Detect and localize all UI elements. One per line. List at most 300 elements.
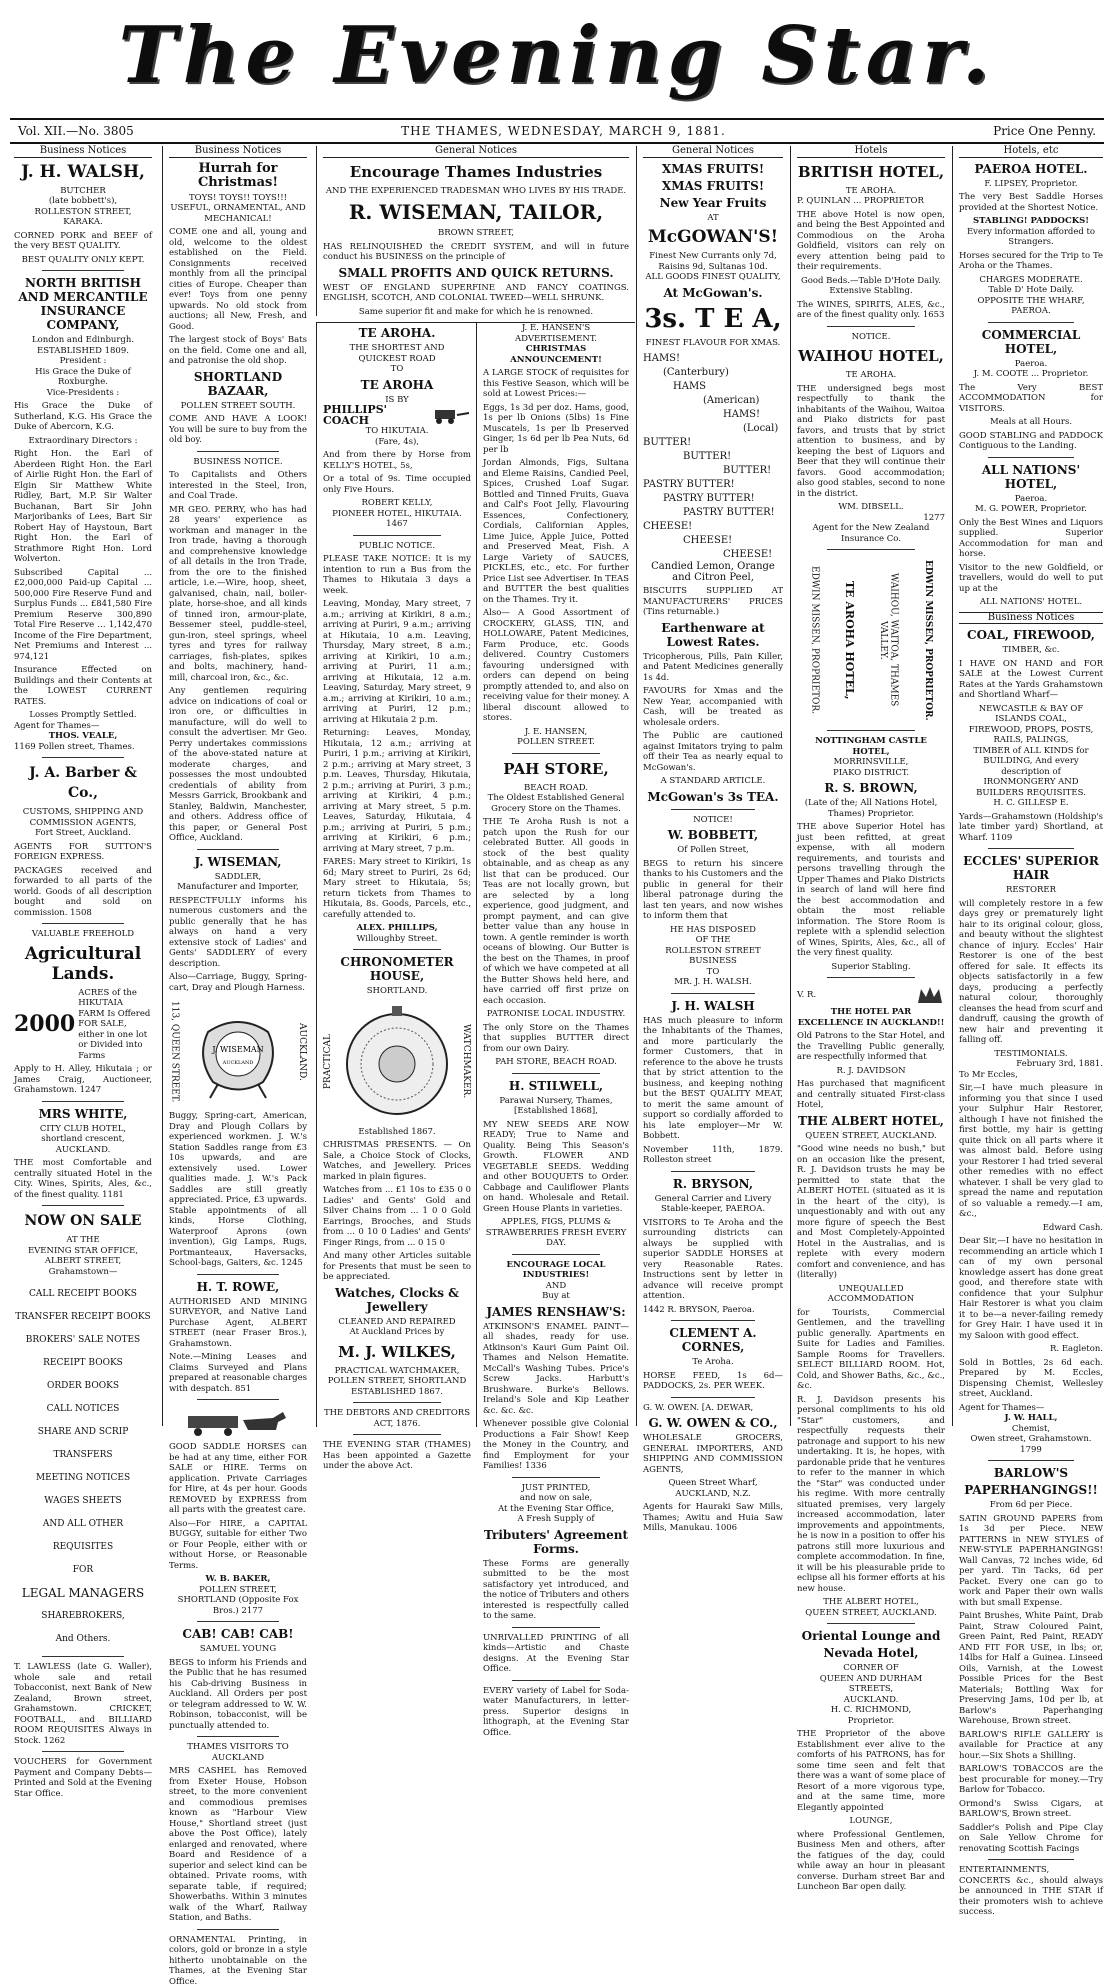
divider — [197, 451, 280, 452]
ad-text: WATCHMAKER. — [461, 1024, 472, 1098]
section-header: Business Notices — [959, 612, 1103, 625]
divider — [988, 1859, 1074, 1860]
ad-text: PACKAGES received and forwarded to all parts of the world. Goods of all description bought and sold on commission. 1508 — [14, 866, 152, 919]
ad-text: CHRISTMAS PRESENTS. — On Sale, a Choice Stock of Clocks, Watches, and Jewellery. Prices marked in plain figures. — [323, 1140, 471, 1182]
list-item: CHEESE! — [643, 520, 783, 534]
ad-title: BRITISH HOTEL, — [797, 162, 945, 182]
ad-text: R. Eagleton. — [959, 1344, 1103, 1355]
divider — [42, 1656, 125, 1657]
ad-text: London and Edinburgh. — [14, 335, 152, 346]
ad-title: JAMES RENSHAW'S: — [483, 1305, 629, 1319]
ad-text: Superior Stabling. — [797, 962, 945, 973]
ad-text: PRACTICAL — [323, 1034, 334, 1089]
ad-text: COME AND HAVE A LOOK! You will be sure to buy from the old boy. — [169, 414, 307, 446]
ad-title: BARLOW'S — [959, 1466, 1103, 1480]
saddle-illustration — [188, 1002, 288, 1102]
ad-text: IRONMONGERY AND BUILDERS REQUISITES. — [959, 777, 1103, 798]
ad-text: PRACTICAL WATCHMAKER, — [323, 1366, 471, 1377]
ad-text: AUCKLAND. — [297, 1023, 308, 1081]
ad-text: The Very BEST ACCOMMODATION for VISITORS. — [959, 383, 1103, 415]
ad-text: AUCKLAND. — [797, 1695, 945, 1706]
divider — [671, 809, 755, 810]
ad-text: BEST QUALITY ONLY KEPT. — [14, 255, 152, 266]
ad-text: EDWIN MISSEN, PROPRIETOR. — [923, 555, 934, 725]
ad-text: Every information afforded to Strangers. — [959, 227, 1103, 248]
ad-text: TO — [643, 967, 783, 978]
land-acres: 2000 — [14, 1019, 75, 1030]
ad-title: TE AROHA HOTEL, — [843, 555, 854, 725]
ad-text: HAS much pleasure to inform the Inhabitants of the Thames, and more particularly the former Customers, that in reference to the above he trusts that by strict attention to the business, and keeping nothing but the BEST QUALITY MEAT, to merit the same amount of support so cordially afforded to his late employer—Mr W. Bobbett. — [643, 1016, 783, 1142]
section-header: Business Notices — [14, 146, 152, 158]
ad-text: Agent for Thames— — [959, 1403, 1103, 1414]
divider — [197, 849, 280, 850]
ad-text: HORSE FEED, 1s 6d—PADDOCKS, 2s. PER WEEK. — [643, 1371, 783, 1392]
column-2 — [162, 146, 313, 1426]
ad-title: At McGowan's. — [643, 286, 783, 300]
column-5 — [636, 146, 789, 1426]
ad-text: ACRES of the HIKUTAIA FARM Is Offered FOR SALE, either in one lot or Divided into Farms — [78, 988, 152, 1062]
ad-text: TE AROHA. — [797, 370, 945, 381]
ad-title: New Year Fruits — [643, 196, 783, 210]
ad-text: Also—For HIRE, a CAPITAL BUGGY, suitable for either Two or Four People, either with or without Horse, or Reasonable Terms. — [169, 1519, 307, 1572]
list-item: RECEIPT BOOKS — [14, 1352, 152, 1375]
ad-text: ATKINSON'S ENAMEL PAINT—all shades, ready for use. Atkinson's Kauri Gum Paint Oil. Thames and Nelson Hematite. McCall's Washing Tubes. Price's Screw Jacks. Harbutt's Brushware. Burke's Bellows. Ireland's Sole and Kip Leather &c. &c. &c. — [483, 1322, 629, 1417]
ad-title: COMMERCIAL HOTEL, — [959, 328, 1103, 356]
divider — [42, 1205, 125, 1206]
ad-text: Extraordinary Directors : — [14, 436, 152, 447]
section-header: Hotels — [797, 146, 945, 158]
ad-text: Old Patrons to the Star Hotel, and the Travelling Public generally, are respectfully informed that — [797, 1031, 945, 1063]
ad-text: T. LAWLESS (late G. Waller), whole sale and retail Tobacconist, next Bank of New Zealand, Brown street, Grahamstown. CRICKET, FOOTBALL, and BILLIARD ROOM REQUISITES Always in Stock. 1262 — [14, 1662, 152, 1746]
ad-text: ESTABLISHED 1867. — [323, 1387, 471, 1398]
ad-text: Established 1867. — [323, 1127, 471, 1138]
ad-text: PAH STORE, BEACH ROAD. — [483, 1057, 629, 1068]
section-header: Business Notices — [169, 146, 307, 158]
ad-text: AGENTS FOR SUTTON'S FOREIGN EXPRESS. — [14, 842, 152, 863]
ad-text: AND THE EXPERIENCED TRADESMAN WHO LIVES BY HIS TRADE. — [323, 186, 629, 197]
ad-text: THE above Hotel is now open, and being the Best Appointed and Commodious on the Aroha Goldfield, visitors can rely on every attention being paid to their requirements. — [797, 210, 945, 273]
ad-text: SHAREBROKERS, — [14, 1605, 152, 1628]
crown-icon — [915, 983, 945, 1007]
ad-text: Only the Best Wines and Liquors supplied. Superior Accommodation for man and horse. — [959, 518, 1103, 560]
ad-text: FARES: Mary street to Kirikiri, 1s 6d; Mary street to Puriri, 2s 6d; Mary street to Hikutaia, 5s; return tickets from Thames to Hikutaia, 8s. Goods, Parcels, etc., carefully attended to. — [323, 857, 471, 920]
column-3-banner — [316, 146, 635, 316]
ad-text: AT THE — [14, 1235, 152, 1246]
ad-text: Queen Street Wharf, AUCKLAND, N.Z. — [643, 1478, 783, 1499]
ad-text: Sir,—I have much pleasure in informing you that since I used your Sulphur Hair Restorer, although I have not finished the first bottle, my hair is getting quite thick on all parts where it was almost bald. Before using your Restorer I had tried several other remedies with no effect whatever. I shall be very glad to spread the name and reputation of so valuable a remedy.—I am, &c., — [959, 1083, 1103, 1220]
ad-text: Edward Cash. — [959, 1223, 1103, 1234]
divider — [671, 1320, 755, 1321]
ad-text: WAIHOU, WAITOA, THAMES VALLEY. — [878, 555, 899, 725]
ad-text: J. E. HANSEN, — [483, 727, 629, 738]
ad-text: TE AROHA. — [797, 186, 945, 197]
ad-text: and now on sale, — [483, 1493, 629, 1504]
ad-text: ORNAMENTAL Printing, in colors, gold or bronze in a style hitherto unobtainable on the Thames, at the Evening Star Office. — [169, 1935, 307, 1987]
horse-illustration — [178, 1406, 298, 1436]
divider — [512, 1073, 600, 1074]
ad-text: POLLEN STREET SOUTH. — [169, 401, 307, 412]
ad-text: "Good wine needs no bush," but on an occasion like the present, R. J. Davidson trusts he may be permitted to state that the ALBERT HOTEL (situated as it is in the heart of the city), is unquestionably and with out any more figure of speech the Best and Most Completely-Appointed Hotel in the Australias, and is replete with every modern comfort and convenience, and has (literally) — [797, 1144, 945, 1281]
ad-text: Table D' Hote Daily. — [959, 285, 1103, 296]
divider — [197, 1274, 280, 1275]
ad-text: Paeroa. — [959, 359, 1103, 370]
divider — [827, 730, 916, 731]
ad-text: SATIN GROUND PAPERS from 1s 3d per Piece. NEW PATTERNS in NEW STYLES of NEW-STYLE PAPERHANGINGS! Wall Canvas, 72 inches wide, 6d per yard. Tin Tacks, 6d per Packet. Every one can go to work and Paper their own walls with but small Expense. — [959, 1514, 1103, 1609]
ad-text: Tricopherous, Pills, Pain Killer, and Patent Medicines generally 1s 4d. — [643, 652, 783, 684]
divider — [353, 1434, 442, 1435]
ad-text: BEGS to return his sincere thanks to his Customers and the public in general for their liberal patronage during the last ten years, and now wishes to inform them that — [643, 859, 783, 922]
ad-title: Tributers' Agreement Forms. — [483, 1528, 629, 1556]
ad-text: Jordan Almonds, Figs, Sultana and Eleme Raisins, Candied Peel, Spices, Crushed Loaf Sugar. Bottled and Tinned Fruits, Guava and Calf's Foot Jelly, Flavouring Essences, Confectionery, Cordials, Californian Apples, Lime Juice, Apple Juice, Potted and Preserved Meat, Fish. A Large Variety of SAUCES, PICKLES, etc., etc. For further Price List see Advertiser. In TEAS and BUTTER the best qualities on the Thames. Try it. — [483, 458, 629, 605]
ad-text: J. W. HALL, — [959, 1413, 1103, 1424]
ad-text: H. C. RICHMOND, — [797, 1705, 945, 1716]
ad-text: THE ALBERT HOTEL, — [797, 1597, 945, 1608]
ad-text: MRS CASHEL has Removed from Exeter House, Hobson street, to the more convenient and commodious premises known as "Harbour View House," Shortland street (just above the Post Office), lately enlarged and renovated, where Board and Residence of a superior and select kind can be obtained. Private rooms, with separate table, if required; Showerbaths. Within 3 minutes walk of the Wharf, Railway Station, and Baths. — [169, 1766, 307, 1924]
divider — [512, 1254, 600, 1255]
ad-text: POLLEN STREET. — [483, 737, 629, 748]
ad-text: 1442 R. BRYSON, Paeroa. — [643, 1305, 783, 1316]
ad-text: THE Te Aroha Rush is not a patch upon the Rush for our celebrated Butter. All goods in stock of the best quality obtainable, and as cheap as any list that can be produced. Our Teas are not locally grown, but are selected by a long experience, good judgment, and prompt payment, and can give better value than any house in town. A gentle reminder is worth oceans of blowing. Our Butter is the best on the Thames, in proof of which we have competed at all the Butter Shows held here, and have carried off first prize on each occasion. — [483, 817, 629, 1006]
ad-text: V. R. — [797, 990, 816, 1001]
list-item: TRANSFER RECEIPT BOOKS — [14, 1306, 152, 1329]
saddle-illustration-block — [169, 996, 307, 1108]
divider — [671, 1171, 755, 1172]
ad-text: Agent for the New Zealand Insurance Co. — [797, 523, 945, 544]
ad-text: THE undersigned begs most respectfully to thank the inhabitants of the Waihou, Waitoa and Piako districts for past favors, and trusts that by strict attention to business, and by keeping the best of Liquors and Beer that they will continue their favors. Good accommodation; also good stables, second to none in the district. — [797, 384, 945, 500]
ad-text: MR GEO. PERRY, who has had 28 years' experience as workman and manager in the Iron trade, having a thorough and comprehensive knowledge of all details in the Iron Trade, from the ore to the finished article, i.e.—Wire, hoop, sheet, galvanised, chain, nail, boiler-plate, horse-shoe, and all kinds of tinned iron, armour-plate, Bessemer steel, puddle-steel, gun-iron, steel springs, wheel tyres and tyres for railway carriages, fish-plates, spikes and bolts, machinery, hand-mill, charcoal iron, &c., &c. — [169, 505, 307, 684]
ad-text: QUEEN STREET, AUCKLAND. — [797, 1131, 945, 1142]
ad-text: Good Beds.—Table D'Hote Daily. — [797, 276, 945, 287]
ad-text: Apply to H. Alley, Hikutaia ; or James Craig, Auctioneer, Grahamstown. 1247 — [14, 1064, 152, 1096]
ad-text: SAMUEL YOUNG — [169, 1644, 307, 1655]
ad-text: QUEEN AND DURHAM STREETS, — [797, 1674, 945, 1695]
ad-text: THE Proprietor of the above Establishment ever alive to the comforts of his PATRONS, has for some time seen and felt that there was a want of some place of Resort of a more vigorous type, and at the same time, more Elegantly appointed — [797, 1729, 945, 1813]
ad-text: Also— A Good Assortment of CROCKERY, GLASS, TIN, and HOLLOWARE, Patent Medicines, Farm Produce, etc. Goods delivered. Country Customers favouring undersigned with orders can depend on being promptly attended to, and also on receiving value for their money. A liberal discount allowed to stores. — [483, 608, 629, 724]
ad-text: February 3rd, 1881. — [959, 1059, 1103, 1070]
rotated-hotel-ad — [797, 555, 945, 725]
ad-text: R. J. DAVIDSON — [797, 1066, 945, 1077]
ad-text: Willoughby Street. — [323, 934, 471, 945]
ad-text: The Oldest Established General Grocery Store on the Thames. — [483, 793, 629, 814]
ad-text: THE SHORTEST AND — [323, 343, 471, 354]
list-item: (Local) — [643, 422, 783, 436]
ad-text: To Capitalists and Others interested in the Steel, Iron, and Coal Trade. — [169, 470, 307, 502]
ad-text: THE most Comfortable and centrally situated Hotel in the City. Wines, Spirits, Ales, &c., of the finest quality. 1181 — [14, 1158, 152, 1200]
ad-text: And many other Articles suitable for Presents that must be seen to be appreciated. — [323, 1251, 471, 1283]
ad-text: Subscribed Capital ... £2,000,000 Paid-up Capital ... 500,000 Fire Reserve Fund and Surplus Funds ... £841,580 Fire Premium Reserve 300,890 Total Fire Reserve ... 1,142,470 Income of the Fire Department, Net Premiums and Interest ... 974,121 — [14, 568, 152, 663]
list-item: BUTTER! — [643, 436, 783, 450]
ad-text: ROLLESTON STREET, KARAKA. — [14, 207, 152, 228]
list-item: HAMS! — [643, 352, 783, 366]
ad-text: R. J. Davidson presents his personal compliments to his old "Star" customers, and respectfully requests their patronage and support to his new undertaking. It is, he hopes, with pardonable pride that he ventures to refer to the manner in which the "Star" was conducted under his regime. With more centrally situated premises, very largely increased accommodation, later improvements and appointments, he is now in a position to offer his patrons still more luxurious and complete accommodation. In fine, it will be his pleasurable pride to eclipse all his former efforts at his new house. — [797, 1395, 945, 1595]
ad-walsh-name: J. H. WALSH, — [14, 162, 152, 182]
ad-text: TIMBER of ALL KINDS for BUILDING, And every description of — [959, 746, 1103, 778]
divider — [42, 757, 125, 758]
divider — [827, 1623, 916, 1624]
ad-text: shortland crescent, AUCKLAND. — [14, 1134, 152, 1155]
ad-title: TE AROHA — [323, 378, 471, 392]
ad-text: TOYS! TOYS!! TOYS!!! — [169, 193, 307, 204]
divider — [512, 1627, 600, 1628]
ad-title: PHILLIPS' COACH — [323, 405, 427, 426]
ad-text: MORRINSVILLE, — [797, 757, 945, 768]
ad-text: The Public are cautioned against Imitators trying to palm off their Tea as nearly equal to McGowan's. — [643, 731, 783, 773]
ad-title: McGOWAN'S! — [643, 227, 783, 247]
divider — [827, 549, 916, 550]
section-header: Hotels, etc — [959, 146, 1103, 158]
ad-title: R. BRYSON, — [643, 1177, 783, 1191]
ad-text: MY NEW SEEDS ARE NOW READY; True to Name and Quality. Being This Season's Growth. FLOWER AND VEGETABLE SEEDS. Wedding and other BOUQUETS to Order. Cabbage and Cauliflower Plants on hand. Wholesale and Retail. Green House Plants in varieties. — [483, 1120, 629, 1215]
ad-text: Vice-Presidents : — [14, 388, 152, 399]
ad-text: Losses Promptly Settled. — [14, 710, 152, 721]
divider — [988, 1460, 1074, 1461]
watch-illustration — [342, 1002, 452, 1122]
ad-text: Sold in Bottles, 2s 6d each. Prepared by M. Eccles, Dispensing Chemist, Wellesley street, Auckland. — [959, 1358, 1103, 1400]
ad-text: TO HIKUTAIA. — [323, 426, 471, 437]
ad-title: H. STILWELL, — [483, 1079, 629, 1093]
ad-title: Oriental Lounge and — [797, 1629, 945, 1643]
ad-text: WHOLESALE GROCERS, GENERAL IMPORTERS, AND SHIPPING AND COMMISSION AGENTS, — [643, 1433, 783, 1475]
ad-text: ESTABLISHED 1809. — [14, 346, 152, 357]
ad-text: where Professional Gentlemen, Business Men and others, after the fatigues of the day, could while away an hour in pleasant converse. Durham street Bar and Luncheon Bar open daily. — [797, 1830, 945, 1893]
ad-text: POLLEN STREET, SHORTLAND (Opposite Fox Bros.) 2177 — [169, 1585, 307, 1617]
list-item: CALL RECEIPT BOOKS — [14, 1283, 152, 1306]
list-item: (American) — [643, 394, 783, 408]
ad-text: BARLOW'S RIFLE GALLERY is available for Practice at any hour.—Six Shots a Shilling. — [959, 1730, 1103, 1762]
ad-title: THAMES VISITORS TO AUCKLAND — [169, 1742, 307, 1763]
column-6 — [790, 146, 951, 1426]
ad-title: Nevada Hotel, — [797, 1646, 945, 1660]
ad-title: SHORTLAND BAZAAR, — [169, 370, 307, 398]
ad-text: MR. J. H. WALSH. — [643, 977, 783, 988]
ad-text: ALL NATIONS' HOTEL. — [959, 597, 1103, 608]
ad-text: Te Aroha. — [643, 1357, 783, 1368]
ad-text: And Others. — [14, 1628, 152, 1651]
ad-text: THE EVENING STAR (THAMES) Has been appointed a Gazette under the above Act. — [323, 1440, 471, 1472]
ad-text: STABLING! PADDOCKS! — [959, 216, 1103, 227]
ad-text: Returning: Leaves, Monday, Hikutaia, 12 a.m.; arriving at Puriri, 1 p.m.; arriving at Kirikiri, 2 p.m.; arriving at Mary street, 3 p.m. Leaves, Thursday, Hikutaia, 2 p.m.; arriving at Puriri, 3 p.m.; arriving at Kirikiri, 4 p.m.; arriving at Mary street, 5 p.m. Leaves, Saturday, Hikutaia, 4 p.m.; arriving at Puriri, 5 p.m.; arriving at Kirikiri, 6 p.m.; arriving at Mary street, 7 p.m. — [323, 728, 471, 854]
ad-text: ROBERT KELLY, — [323, 498, 471, 509]
ad-text: TO — [323, 364, 471, 375]
ad-title: CAB! CAB! CAB! — [169, 1627, 307, 1641]
column-7 — [952, 146, 1109, 1426]
ad-text: November 11th, 1879. Rolleston street — [643, 1145, 783, 1166]
ad-text: Agents for Hauraki Saw Mills, Thames; Awitu and Huia Saw Mills, Manukau. 1006 — [643, 1502, 783, 1534]
ad-text: UNRIVALLED PRINTING of all kinds—Artistic and Chaste designs. At the Evening Star Office. — [483, 1633, 629, 1675]
coach-icon — [431, 407, 471, 425]
ad-title: WAIHOU HOTEL, — [797, 346, 945, 366]
ad-text: RESTORER — [959, 885, 1103, 896]
ad-text: P. QUINLAN ... PROPRIETOR — [797, 196, 945, 207]
ad-title: SMALL PROFITS AND QUICK RETURNS. — [323, 266, 629, 280]
ad-text: for Tourists, Commercial Gentlemen, and the travelling public generally. Apartments en Suite for Ladies and Families. Sample Rooms for Travellers. SELECT BILLIARD ROOM. Hot, Cold, and Shower Baths, &c., &c., &c. — [797, 1308, 945, 1392]
ad-text: LEGAL MANAGERS — [14, 1582, 152, 1605]
ad-text: PATRONISE LOCAL INDUSTRY. — [483, 1009, 629, 1020]
ad-text: BARLOW'S TOBACCOS are the best procurable for money.—Try Barlow for Tobacco. — [959, 1764, 1103, 1796]
divider — [197, 1621, 280, 1622]
ad-text: Yards—Grahamstown (Holdship's late timber yard) Shortland, at Wharf. 1109 — [959, 812, 1103, 844]
divider — [671, 993, 755, 994]
ad-text: Ormond's Swiss Cigars, at BARLOW'S, Brown street. — [959, 1799, 1103, 1820]
divider — [353, 1402, 442, 1403]
ad-text: OPPOSITE THE WHARF, PAEROA. — [959, 296, 1103, 317]
divider — [197, 1399, 280, 1400]
ad-text: A Fresh Supply of — [483, 1514, 629, 1525]
list-item: HAMS! — [643, 408, 783, 422]
ad-text: Finest New Currants only 7d, — [643, 251, 783, 262]
volume-number: Vol. XII.—No. 3805 — [18, 124, 134, 138]
ad-text: Insurance Effected on Buildings and their Contents at the LOWEST CURRENT RATES. — [14, 665, 152, 707]
ad-text: IS BY — [323, 395, 471, 406]
divider — [42, 1751, 125, 1752]
ad-title: NOTICE. — [797, 332, 945, 343]
ad-text: [Established 1868], — [483, 1106, 629, 1117]
divider — [988, 457, 1074, 458]
ad-text: His Grace the Duke of Sutherland, K.G. His Grace the Duke of Abercorn, K.G. — [14, 401, 152, 433]
section-header: General Notices — [323, 146, 629, 158]
ad-text: PIONEER HOTEL, HIKUTAIA. 1467 — [323, 509, 471, 530]
ad-text: HE HAS DISPOSED — [643, 925, 783, 936]
ad-text: A LARGE STOCK of requisites for this Festive Season, which will be sold at Lowest Prices:— — [483, 368, 629, 400]
list-item: (Canterbury) — [643, 366, 783, 380]
land-offer — [14, 988, 152, 1062]
ad-title: TE AROHA. — [323, 326, 471, 340]
ad-title: XMAS FRUITS! — [643, 162, 783, 176]
ad-text: President : — [14, 356, 152, 367]
ad-text: Extensive Stabling. — [797, 286, 945, 297]
ad-text: J. M. COOTE ... Proprietor. — [959, 369, 1103, 380]
ad-text: 113, QUEEN STREET. — [169, 1001, 180, 1102]
ad-text: Also—Carriage, Buggy, Spring-cart, Dray and Plough Harness. — [169, 972, 307, 993]
ad-title: MRS WHITE, — [14, 1107, 152, 1121]
ad-text: THOS. VEALE, — [14, 731, 152, 742]
ad-text: RESPECTFULLY informs his numerous customers and the public generally that he has always on hand a very extensive stock of Ladies' and Gents' SADDLERY of every description. — [169, 896, 307, 970]
ad-text: And from there by Horse from KELLY'S HOTEL, 5s, — [323, 450, 471, 471]
ad-title: NOTICE! — [643, 815, 783, 826]
ad-text: THE above Superior Hotel has just been refitted, at great expense, with all modern requirements, and tourists and persons travelling through the Upper Thames and Piako Districts in search of land will here find the best accommodation and obtain the most reliable information. The Store Room is replete with a splendid selection of Wines, Spirits, Ales, &c., all of the very finest quality. — [797, 822, 945, 959]
ad-title: NOTTINGHAM CASTLE HOTEL, — [797, 736, 945, 757]
ad-text: These Forms are generally submitted to be the most satisfactory yet introduced, and the notice of Tributers and others interested is respectfully called to the same. — [483, 1559, 629, 1622]
ad-text: I HAVE ON HAND and FOR SALE at the Lowest Current Rates at the Yards Grahamstown and Shortland Wharf— — [959, 659, 1103, 701]
saddle-stamp: J. WISEMAN — [211, 1045, 263, 1054]
ad-text: From 6d per Piece. — [959, 1500, 1103, 1511]
ad-text: FINEST FLAVOUR FOR XMAS. — [643, 338, 783, 349]
ad-text: 1277 — [797, 513, 945, 524]
ad-text: VOUCHERS for Government Payment and Company Debts—Printed and Sold at the Evening Star Office. — [14, 1757, 152, 1799]
place-date: THE THAMES, WEDNESDAY, MARCH 9, 1881. — [401, 124, 726, 138]
ad-text: The largest stock of Boys' Bats on the field. Come one and all, and patronise the old shop. — [169, 335, 307, 367]
ad-title: 3s. T E A, — [643, 304, 783, 334]
ad-text: G. W. OWEN. [A. DEWAR, — [643, 1403, 783, 1414]
ad-text: F. LIPSEY, Proprietor. — [959, 179, 1103, 190]
ad-text: Note.—Mining Leases and Claims Surveyed and Plans prepared at reasonable charges with despatch. 851 — [169, 1352, 307, 1394]
divider — [42, 1101, 125, 1102]
ad-title: ALEX. PHILLIPS, — [323, 923, 471, 934]
ad-title: McGowan's 3s TEA. — [643, 790, 783, 804]
ad-text: CUSTOMS, SHIPPING AND COMMISSION AGENTS, — [14, 807, 152, 828]
ad-text: NEWCASTLE & BAY OF ISLANDS COAL, — [959, 704, 1103, 725]
ad-title: PAPERHANGINGS!! — [959, 1483, 1103, 1497]
ad-text: BROWN STREET, — [323, 228, 629, 239]
ad-text: At Auckland Prices by — [323, 1327, 471, 1338]
column-4 — [476, 322, 635, 1427]
crest-line — [797, 983, 945, 1007]
ad-text: Manufacturer and Importer, — [169, 882, 307, 893]
ad-text: BEACH ROAD. — [483, 783, 629, 794]
section-header: General Notices — [643, 146, 783, 158]
ad-title: ALL NATIONS' HOTEL, — [959, 463, 1103, 491]
ad-text: Owen street, Grahamstown. 1799 — [959, 1434, 1103, 1455]
grocery-list — [643, 352, 783, 562]
newspaper-title: The Evening Star. — [0, 0, 1114, 112]
ad-text: CORNED PORK and BEEF of the very BEST QUALITY. — [14, 231, 152, 252]
ad-text: WM. DIBSELL. — [797, 502, 945, 513]
ad-text: BEGS to inform his Friends and the Public that he has resumed his Cab-driving Business in Auckland. All Orders per post or telegram addressed to W. W. Robinson, tobacconist, will be punctually attended to. — [169, 1658, 307, 1732]
ad-text: AND — [483, 1281, 629, 1292]
list-item: CHEESE! — [643, 534, 783, 548]
divider — [512, 1680, 600, 1681]
divider — [42, 270, 125, 271]
ad-text: His Grace the Duke of Roxburghe. — [14, 367, 152, 388]
ad-title: J. E. HANSEN'S ADVERTISEMENT. — [483, 323, 629, 344]
ad-text: The very Best Saddle Horses provided at the Shortest Notice. — [959, 192, 1103, 213]
ad-text: POLLEN STREET, SHORTLAND — [323, 1376, 471, 1387]
ad-title: H. T. ROWE, — [169, 1280, 307, 1294]
divider — [827, 977, 916, 978]
ad-title: Watches, Clocks & Jewellery — [323, 1286, 471, 1314]
ad-text: FAVOURS for Xmas and the New Year, accompanied with Cash, will be treated as wholesale orders. — [643, 686, 783, 728]
ad-title: BUSINESS NOTICE. — [169, 457, 307, 468]
ad-text: M. G. POWER, Proprietor. — [959, 504, 1103, 515]
ad-title: NORTH BRITISH AND MERCANTILE INSURANCE COMPANY, — [14, 276, 152, 332]
list-item: BUTTER! — [643, 464, 783, 478]
list-item: ORDER BOOKS — [14, 1375, 152, 1398]
ad-text: UNEQUALLED ACCOMMODATION — [797, 1284, 945, 1305]
list-item: HAMS — [643, 380, 783, 394]
ad-title: XMAS FRUITS! — [643, 179, 783, 193]
ad-title: THE HOTEL PAR EXCELLENCE IN AUCKLAND!! — [797, 1007, 945, 1028]
ad-text: Of Pollen Street, — [643, 845, 783, 856]
ad-text: Buggy, Spring-cart, American, Dray and Plough Collars by experienced workmen. J. W.'s Station Saddles range from £3 10s upwards, and are extensively used. Lower qualities made. J. W.'s Pack Saddles are still greatly appreciated. Price, £3 upwards. Stable appointments of all kinds, Horse Clothing, Waterproof Aprons (own invention), Gig Lamps, Rugs, Portmanteaux, Haversacks, School-bags, Gaiters, &c. 1245 — [169, 1111, 307, 1269]
ad-text: EDWIN MISSEN, PROPRIETOR. — [809, 555, 820, 725]
divider — [512, 753, 600, 754]
ad-title: Hurrah for Christmas! — [169, 162, 307, 190]
ad-text: will completely restore in a few days grey or prematurely light hair to its original colour, gloss, and beauty without the slightest chance of injury. Eccles' Hair Restorer is one of the best offered for sale. It effects its objects satisfactorily in a few days, producing a perfectly natural colour, thoroughly cleanses the head from scurf and dandruff, causing the growth of new hair and preventing it falling off. — [959, 899, 1103, 1046]
ad-text: Or a total of 9s. Time occupied only Five Hours. — [323, 474, 471, 495]
ad-title: W. BOBBETT, — [643, 828, 783, 842]
ad-text: Watches from ... £1 10s to £35 0 0 Ladies' and Gents' Gold and Silver Chains from ... 1 0 0 Gold Earrings, Brooches, and Studs from ... 0 10 0 Ladies' and Gents' Finger Rings, from ... 0 15 0 — [323, 1185, 471, 1248]
ad-title: R. WISEMAN, TAILOR, — [323, 202, 629, 222]
ad-text: Visitor to the new Goldfield, or travellers, would do well to put up at the — [959, 563, 1103, 595]
list-item: BROKERS' SALE NOTES — [14, 1329, 152, 1352]
ad-text: The only Store on the Thames that supplies BUTTER direct from our own Dairy. — [483, 1023, 629, 1055]
ad-text: PLEASE TAKE NOTICE: It is my intention to run a Bus from the Thames to Hikutaia 3 days a week. — [323, 554, 471, 596]
ad-text: GOOD STABLING and PADDOCK Contiguous to the Landing. — [959, 431, 1103, 452]
divider — [512, 1477, 600, 1478]
ad-title: J. A. Barber & Co., — [14, 763, 152, 803]
ad-text: VISITORS to Te Aroha and the surrounding districts can always be supplied with superior SADDLE HORSES at very Reasonable Rates. Instructions sent by letter in advance will receive prompt attention. — [643, 1218, 783, 1302]
ad-text: AT — [643, 213, 783, 224]
ad-text: AUTHORISED AND MINING SURVEYOR, and Native Land Purchase Agent, ALBERT STREET (near Fraser Bros.), Grahamstown. — [169, 1297, 307, 1350]
ad-text: Dear Sir,—I have no hesitation in recommending an article which I can of my own personal knowledge assert has done great good, and therefore state with confidence that your Sulphur Hair Restorer is what you claim it to be—a never-failing remedy for Grey Hair. I have used it in my Saloon with good effect. — [959, 1236, 1103, 1341]
ad-title: CHRISTMAS ANNOUNCEMENT! — [483, 344, 629, 365]
list-item: PASTRY BUTTER! — [643, 492, 783, 506]
ad-text: BUTCHER — [14, 186, 152, 197]
ad-text: SADDLER, — [169, 872, 307, 883]
ad-text: FOR — [14, 1559, 152, 1582]
ad-text: Proprietor. — [797, 1716, 945, 1727]
ad-text: PIAKO DISTRICT. — [797, 768, 945, 779]
